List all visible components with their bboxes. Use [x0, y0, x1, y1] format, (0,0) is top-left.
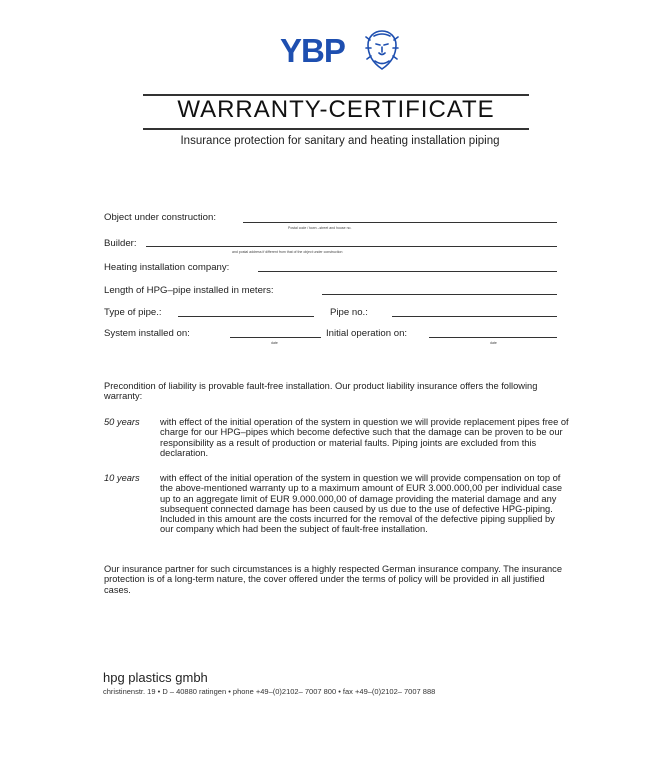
- type-field[interactable]: [178, 316, 314, 317]
- document-title: WARRANTY-CERTIFICATE: [177, 96, 495, 123]
- lion-icon: [364, 28, 400, 72]
- system-date-field[interactable]: [230, 337, 321, 338]
- operation-label: Initial operation on:: [326, 328, 408, 339]
- heating-field[interactable]: [258, 271, 557, 272]
- warranty-50-text: with effect of the initial operation of the system in question we will provide replacement pipes free of charge for our HPG–pipes which become defective such that the damage can be proven to be our responsibility as a result of production or material faults. Piping joints are excluded from this declaration.: [160, 417, 569, 458]
- pipe-no-field[interactable]: [392, 316, 557, 317]
- company-address: christinenstr. 19 • D – 40880 ratingen • phone +49–(0)2102– 7007 800 • fax +49–(0)2102– 7007 888: [103, 687, 436, 696]
- builder-hint: and postal address if different from that of the object under construction: [232, 250, 343, 254]
- title-bottom-rule: [143, 128, 529, 130]
- warranty-50-years: 50 years: [104, 417, 140, 427]
- logo-text: YBP: [280, 32, 345, 69]
- company-name: hpg plastics gmbh: [103, 670, 208, 685]
- intro-paragraph: Precondition of liability is provable fault-free installation. Our product liability insurance offers the following warranty:: [104, 381, 538, 402]
- object-label: Object under construction:: [104, 212, 216, 223]
- system-label: System installed on:: [104, 328, 190, 339]
- company-logo: [280, 28, 400, 78]
- system-date-hint: date: [271, 341, 278, 345]
- closing-paragraph: Our insurance partner for such circumstances is a highly respected German insurance company. The insurance protection is of a long-term nature, the cover offered under the terms of policy will be provided in all justified cases.: [104, 564, 563, 595]
- length-field[interactable]: [322, 294, 557, 295]
- document-subtitle: Insurance protection for sanitary and heating installation piping: [180, 135, 500, 147]
- warranty-10-years: 10 years: [104, 473, 140, 483]
- builder-label: Builder:: [104, 238, 137, 249]
- warranty-10-text: with effect of the initial operation of the system in question we will provide compensation on top of the above-mentioned warranty up to a maximum amount of EUR 3.000.000,00 per individual case up to an aggregate limit of EUR 9.000.000,00 of damage providing the material damage and any subsequent connected damage has been caused by us due to the use of defective HPG-piping. Included in this amount are the costs incurred for the removal of the defective piping supplied by our company which had been the subject of fault-free installation.: [160, 473, 563, 535]
- pipe-no-label: Pipe no.:: [330, 307, 368, 318]
- operation-date-hint: date: [490, 341, 497, 345]
- object-field[interactable]: [243, 222, 557, 223]
- heating-label: Heating installation company:: [104, 262, 230, 273]
- type-label: Type of pipe.:: [104, 307, 162, 318]
- length-label: Length of HPG–pipe installed in meters:: [104, 285, 274, 296]
- object-hint: Postal code / town –street and house no.: [288, 226, 352, 230]
- builder-field[interactable]: [146, 246, 557, 247]
- operation-date-field[interactable]: [429, 337, 557, 338]
